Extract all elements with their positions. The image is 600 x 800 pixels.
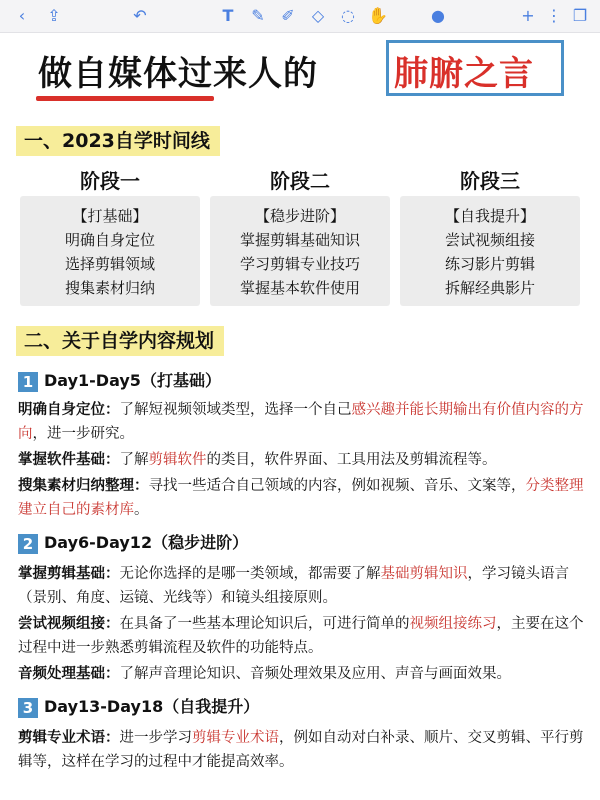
- paragraph-positioning: [18, 398, 584, 446]
- para-emphasis: 基础剪辑知识: [380, 566, 468, 582]
- para-text: ，主要在这个过程中进一步熟悉剪辑流程及软件的功能特点。: [18, 616, 584, 656]
- para-label: 明确自身定位：: [18, 402, 120, 418]
- plus-icon[interactable]: +: [521, 6, 535, 25]
- para-text: 了解声音理论知识、音频处理效果及应用、声音与画面效果。: [119, 666, 511, 682]
- day-title: Day13-Day18（自我提升）: [44, 697, 260, 716]
- day-number-badge: 2: [18, 534, 38, 554]
- copy-icon[interactable]: ❐: [572, 6, 588, 25]
- stage-tag: 【打基础】: [72, 207, 148, 225]
- stage-title-2: 阶段二: [270, 169, 330, 193]
- section2-heading: 二、关于自学内容规划: [16, 326, 224, 356]
- para-emphasis: 分类整理建立自己的素材库: [18, 478, 584, 518]
- para-emphasis: 视频组接练习: [409, 616, 497, 632]
- more-icon[interactable]: ⋮: [546, 6, 562, 25]
- title-highlight: 肺腑之言: [394, 54, 534, 94]
- para-text: 无论你选择的是哪一类领域，都需要了解: [119, 566, 381, 582]
- para-label: 尝试视频组接：: [18, 616, 120, 632]
- share-icon[interactable]: ⇪: [47, 6, 61, 25]
- stage-item: 搜集素材归纳: [64, 279, 155, 297]
- highlighter-icon[interactable]: ✐: [281, 6, 295, 25]
- pen-icon[interactable]: ✎: [251, 6, 265, 25]
- text-tool-icon[interactable]: T: [222, 6, 234, 25]
- stage-title-1: 阶段一: [80, 169, 140, 193]
- stage-card-3: [400, 196, 580, 306]
- day-title: Day6-Day12（稳步进阶）: [44, 533, 249, 552]
- para-label: 掌握剪辑基础：: [18, 566, 120, 582]
- chevron-left-icon[interactable]: ‹: [18, 6, 26, 25]
- para-text: 进一步学习: [119, 730, 192, 746]
- day-number-badge: 3: [18, 698, 38, 718]
- para-emphasis: 感兴趣并能长期输出有价值内容的方向: [18, 402, 584, 442]
- stage-tag: 【稳步进阶】: [254, 207, 345, 225]
- eraser-icon[interactable]: ◇: [311, 6, 325, 25]
- day-title: Day1-Day5（打基础）: [44, 371, 221, 390]
- section1-heading: 一、2023自学时间线: [16, 126, 220, 156]
- para-text: 。: [134, 502, 149, 518]
- paragraph-editing-basics: [18, 562, 584, 610]
- title-main: 做自媒体过来人的: [38, 54, 318, 94]
- stage-item: 拆解经典影片: [444, 279, 535, 297]
- stage-item: 练习影片剪辑: [444, 255, 535, 273]
- para-text: ，进一步研究。: [32, 426, 134, 442]
- paragraph-software: [18, 448, 584, 472]
- para-text: ，学习镜头语言（景别、角度、运镜、光线等）和镜头组接原则。: [18, 566, 569, 606]
- stage-item: 掌握基本软件使用: [239, 279, 360, 297]
- para-label: 剪辑专业术语：: [18, 730, 120, 746]
- stage-item: 学习剪辑专业技巧: [239, 255, 360, 273]
- day-heading-1: [18, 370, 221, 392]
- page-title: [32, 40, 572, 110]
- para-text: 寻找一些适合自己领域的内容，例如视频、音乐、文案等，: [148, 478, 526, 494]
- para-label: 搜集素材归纳整理：: [18, 478, 149, 494]
- day-number-badge: 1: [18, 372, 38, 392]
- para-text: 了解短视频领域类型，选择一个自己: [119, 402, 352, 418]
- hand-icon[interactable]: ✋: [368, 6, 388, 25]
- microphone-icon[interactable]: ●: [431, 6, 445, 25]
- stage-item: 选择剪辑领域: [64, 255, 155, 273]
- stage-title-3: 阶段三: [460, 169, 520, 193]
- para-text: 的类目，软件界面、工具用法及剪辑流程等。: [206, 452, 497, 468]
- para-text: 在具备了一些基本理论知识后，可进行简单的: [119, 616, 410, 632]
- paragraph-terminology: [18, 726, 584, 774]
- para-text: ，例如自动对白补录、顺片、交叉剪辑、平行剪辑等，这样在学习的过程中才能提高效率。: [18, 730, 584, 770]
- title-underline: [36, 96, 214, 101]
- stage-item: 明确自身定位: [64, 231, 155, 249]
- day-heading-2: [18, 532, 248, 554]
- lasso-icon[interactable]: ◌: [341, 6, 355, 25]
- para-label: 掌握软件基础：: [18, 452, 120, 468]
- stage-tag: 【自我提升】: [444, 207, 535, 225]
- para-label: 音频处理基础：: [18, 666, 120, 682]
- stage-card-1: [20, 196, 200, 306]
- notes-toolbar: [0, 0, 600, 33]
- para-emphasis: 剪辑专业术语: [192, 730, 279, 746]
- paragraph-audio: [18, 662, 584, 686]
- stage-card-2: [210, 196, 390, 306]
- paragraph-video-joining: [18, 612, 584, 660]
- stage-item: 尝试视频组接: [444, 231, 535, 249]
- paragraph-materials: [18, 474, 584, 522]
- para-emphasis: 剪辑软件: [148, 452, 207, 468]
- day-heading-3: [18, 696, 259, 718]
- para-text: 了解: [119, 452, 149, 468]
- undo-icon[interactable]: ↶: [133, 6, 147, 25]
- stage-item: 掌握剪辑基础知识: [239, 231, 360, 249]
